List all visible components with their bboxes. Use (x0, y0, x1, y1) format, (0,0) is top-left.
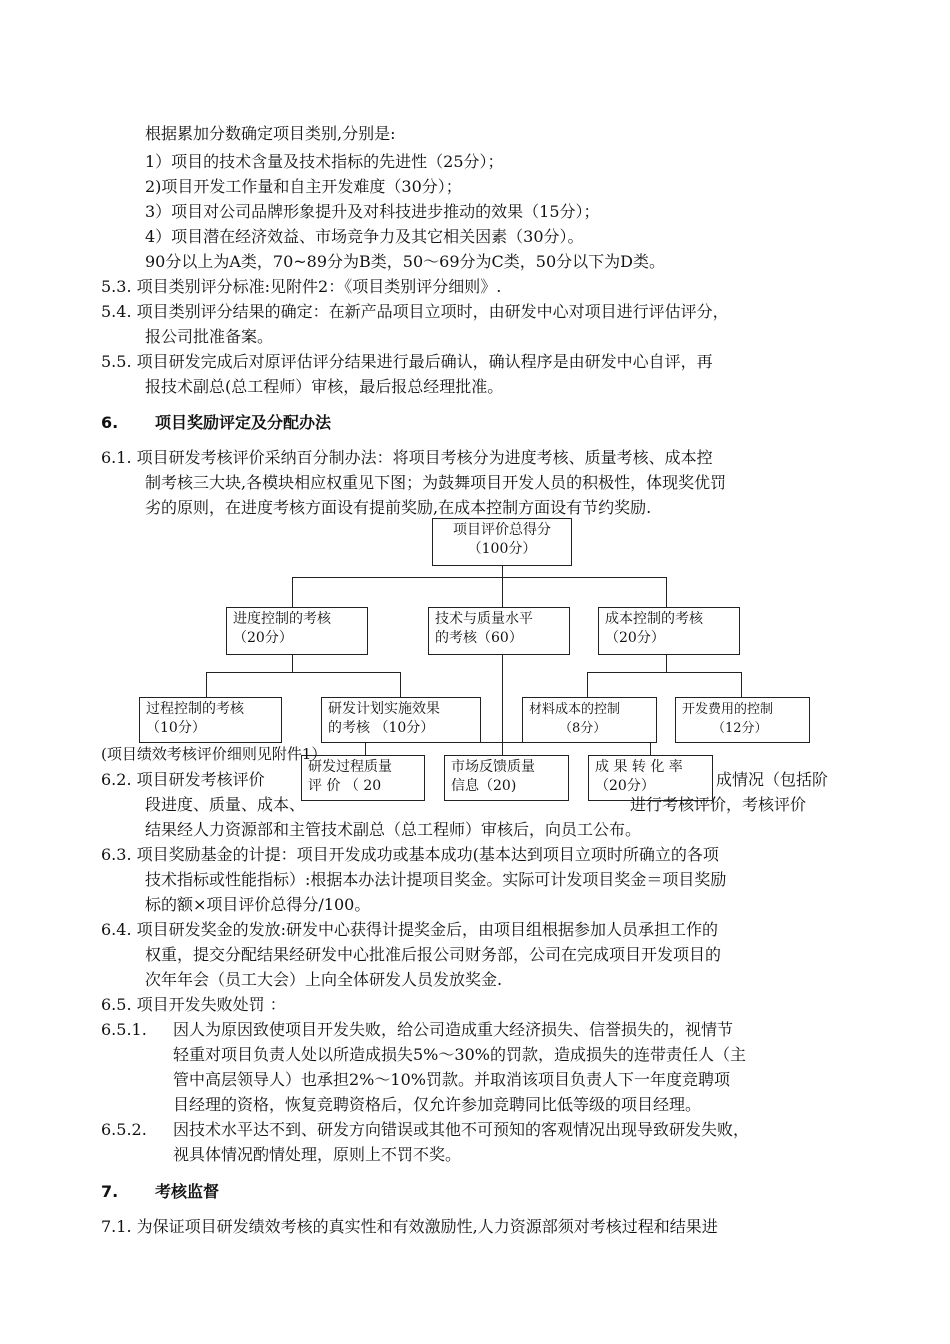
paragraph-line: 目经理的资格，恢复竞聘资格后，仅允许参加竞聘同比低等级的项目经理。 (173, 1095, 702, 1114)
paragraph-line: 报技术副总(总工程师）审核，最后报总经理批准。 (145, 377, 504, 396)
connector-line (587, 672, 741, 673)
connector-line (292, 655, 293, 673)
chart-node-quality: 技术与质量水平 的考核（60） (428, 607, 570, 655)
list-item: 2)项目开发工作量和自主开发难度（30分）； (145, 177, 462, 196)
list-item: 3）项目对公司品牌形象提升及对科技进步推动的效果（15分）； (145, 202, 600, 221)
chart-node-root: 项目评价总得分 （100分） (432, 518, 572, 566)
clause-number: 6.5.1. (101, 1020, 147, 1039)
connector-line (741, 672, 742, 697)
section-number: 6. (101, 413, 119, 432)
paragraph-line: 视具体情况酌情处理，原则上不罚不奖。 (173, 1145, 462, 1164)
chart-node-progress: 进度控制的考核 （20分） (226, 607, 368, 655)
section-number: 7. (101, 1182, 119, 1201)
paragraph-line: 标的额×项目评价总得分/100。 (145, 895, 371, 914)
connector-line (666, 655, 667, 673)
connector-line (292, 577, 293, 607)
paragraph-line: 成情况（包括阶 (716, 770, 829, 789)
paragraph-line: 结果经人力资源部和主管技术副总（总工程师）审核后，向员工公布。 (145, 820, 642, 839)
chart-node-plan: 研发计划实施效果 的考核 （10分） (321, 697, 481, 743)
connector-line (666, 577, 667, 607)
paragraph-line: 90分以上为A类，70~89分为B类，50～69分为C类，50分以下为D类。 (145, 252, 665, 271)
paragraph-line: 段进度、质量、成本、 (145, 795, 306, 814)
list-item: 4）项目潜在经济效益、市场竞争力及其它相关因素（30分）。 (145, 227, 584, 246)
section-heading: 考核监督 (155, 1182, 220, 1201)
connector-line (400, 672, 401, 697)
paragraph-6-5-1: 因人为原因致使项目开发失败，给公司造成重大经济损失、信誉损失的，视情节 (173, 1020, 734, 1039)
chart-node-process: 过程控制的考核 （10分） (139, 697, 282, 743)
chart-node-cost: 成本控制的考核 （20分） (598, 607, 740, 655)
connector-line (587, 672, 588, 697)
chart-node-market: 市场反馈质量 信息（20) (444, 755, 569, 801)
paragraph-6-5: 6.5. 项目开发失败处罚 ： (101, 995, 286, 1014)
chart-node-rdprocess: 研发过程质量 评 价 （ 20 (301, 755, 425, 801)
paragraph-line: 管中高层领导人）也承担2%～10%罚款。并取消该项目负责人下一年度竞聘项 (173, 1070, 730, 1089)
connector-line (206, 672, 207, 697)
connector-line (292, 577, 666, 578)
clause-number: 6.5.2. (101, 1120, 147, 1139)
paragraph-6-4: 6.4. 项目研发奖金的发放:研发中心获得计提奖金后，由项目组根据参加人员承担工作的 (101, 920, 719, 939)
paragraph-line: 劣的原则，在进度考核方面设有提前奖励,在成本控制方面设有节约奖励. (145, 498, 652, 517)
paragraph-6-5-2: 因技术水平达不到、研发方向错误或其他不可预知的客观情况出现导致研发失败， (173, 1120, 750, 1139)
paragraph-line: 进行考核评价，考核评价 (630, 795, 807, 814)
paragraph-6-3: 6.3. 项目奖励基金的计提：项目开发成功或基本成功(基本达到项目立项时所确立的各项 (101, 845, 719, 864)
paragraph-line: 技术指标或性能指标）:根据本办法计提项目奖金。实际可计发项目奖金＝项目奖励 (145, 870, 727, 889)
paragraph-line: 根据累加分数确定项目类别,分别是: (145, 124, 396, 143)
paragraph-line: 权重，提交分配结果经研发中心批准后报公司财务部，公司在完成项目开发项目的 (145, 945, 722, 964)
connector-line (650, 742, 651, 756)
chart-node-result: 成 果 转 化 率 （20分） (588, 755, 713, 801)
paragraph-line: 制考核三大块,各模块相应权重见下图；为鼓舞项目开发人员的积极性，体现奖优罚 (145, 473, 727, 492)
paragraph-6-2: 6.2. 项目研发考核评价 (101, 770, 265, 789)
paragraph-line: 轻重对项目负责人处以所造成损失5%～30%的罚款，造成损失的连带责任人（主 (173, 1045, 746, 1064)
paragraph-5-4: 5.4. 项目类别评分结果的确定：在新产品项目立项时，由研发中心对项目进行评估评分， (101, 302, 729, 321)
paragraph-line: 次年年会（员工大会）上向全体研发人员发放奖金. (145, 970, 503, 989)
list-item: 1）项目的技术含量及技术指标的先进性（25分）； (145, 152, 504, 171)
chart-node-material: 材料成本的控制 （8分） (522, 697, 657, 743)
connector-line (365, 742, 366, 756)
chart-node-devcost: 开发费用的控制 （12分） (675, 697, 810, 743)
paragraph-5-5: 5.5. 项目研发完成后对原评估评分结果进行最后确认，确认程序是由研发中心自评，再 (101, 352, 713, 371)
section-heading: 项目奖励评定及分配办法 (155, 413, 332, 432)
connector-line (206, 672, 400, 673)
paragraph-6-1: 6.1. 项目研发考核评价采纳百分制办法：将项目考核分为进度考核、质量考核、成本控 (101, 448, 713, 467)
appendix-note: (项目绩效考核评价细则见附件1） (101, 745, 327, 763)
paragraph-line: 报公司批准备案。 (145, 327, 274, 346)
paragraph-5-3: 5.3. 项目类别评分标准:见附件2：《项目类别评分细则》. (101, 277, 502, 296)
paragraph-7-1: 7.1. 为保证项目研发绩效考核的真实性和有效激励性,人力资源部须对考核过程和结果进 (101, 1217, 718, 1236)
